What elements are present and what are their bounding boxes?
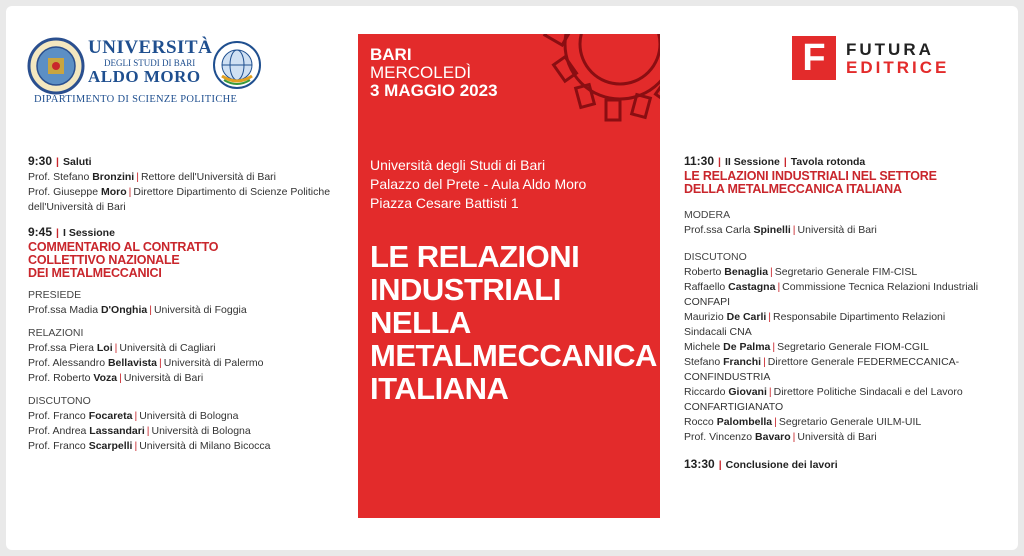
speaker-row-cont: CONFINDUSTRIA [684, 371, 771, 383]
speaker-row: Prof. Alessandro Bellavista | Università di Palermo [28, 357, 264, 369]
department-name: DIPARTIMENTO DI SCIENZE POLITICHE [34, 94, 238, 105]
speaker-row: Michele De Palma | Segretario Generale FIOM-CGIL [684, 341, 929, 353]
university-seal-icon [26, 36, 86, 96]
program-right [684, 154, 1002, 473]
session-kind: Tavola rotonda [790, 156, 866, 168]
speaker-row-cont: CONFARTIGIANATO [684, 401, 784, 413]
event-city: BARI [370, 45, 412, 64]
speaker-row: Prof.ssa Carla Spinelli | Università di Bari [684, 224, 877, 236]
speaker-row: Prof.ssa Piera Loi | Università di Cagliari [28, 342, 216, 354]
speaker-row: Prof. Andrea Lassandari | Università di Bologna [28, 425, 251, 437]
university-name: UNIVERSITÀ [88, 37, 213, 58]
department-globe-icon [212, 40, 262, 90]
event-date: 3 MAGGIO 2023 [370, 81, 498, 100]
session-header: 9:45 | I Sessione [28, 225, 115, 239]
speaker-row: Prof. Franco Focareta | Università di Bologna [28, 410, 239, 422]
title-line: ITALIANA [370, 371, 509, 406]
role-label: MODERA [684, 209, 731, 221]
gear-icon [520, 34, 660, 134]
venue-line: Palazzo del Prete - Aula Aldo Moro [370, 176, 587, 192]
speaker-row: Raffaello Castagna | Commissione Tecnica Relazioni Industriali [684, 281, 979, 293]
role-label: RELAZIONI [28, 327, 84, 339]
event-flyer [6, 6, 1018, 550]
venue-line: Piazza Cesare Battisti 1 [370, 195, 519, 211]
speaker-row: Prof. Roberto Voza | Università di Bari [28, 372, 204, 384]
event-title [370, 240, 660, 405]
speaker-row: Maurizio De Carli | Responsabile Dipartimento Relazioni [684, 311, 946, 323]
session-header: 9:30 | Saluti [28, 154, 92, 168]
speaker-row: Rocco Palombella | Segretario Generale UILM-UIL [684, 416, 922, 428]
speaker-row: Stefano Franchi | Direttore Generale FEDERMECCANICA- [684, 356, 960, 368]
speaker-row: Prof. Giuseppe Moro | Direttore Dipartimento di Scienze Politiche [28, 186, 331, 198]
university-aldo-moro: ALDO MORO [88, 67, 201, 86]
role-label: PRESIEDE [28, 289, 82, 301]
session-header: 13:30 | Conclusione dei lavori [684, 457, 838, 471]
event-day: MERCOLEDÌ [370, 63, 472, 82]
speaker-row: Roberto Benaglia | Segretario Generale FIM-CISL [684, 266, 918, 278]
university-subname: DEGLI STUDI DI BARI [104, 58, 196, 68]
session-name: II Sessione [724, 156, 780, 168]
speaker-row: Prof. Franco Scarpelli | Università di Milano Bicocca [28, 440, 271, 452]
session-time: 9:45 [28, 225, 53, 239]
speaker-row: Riccardo Giovani | Direttore Politiche Sindacali e del Lavoro [684, 386, 963, 398]
publisher-logo [792, 36, 992, 86]
publisher-name: FUTURA [846, 40, 934, 59]
publisher-mark-icon: F [792, 36, 836, 80]
session-title: LE RELAZIONI INDUSTRIALI NEL SETTORE DELLA METALMECCANICA ITALIANA [684, 169, 937, 196]
program-left [28, 154, 348, 454]
session-name: Conclusione dei lavori [725, 459, 838, 471]
event-venue [370, 156, 655, 213]
publisher-subname: EDITRICE [846, 58, 950, 77]
event-panel [358, 34, 660, 518]
session-time: 11:30 [684, 154, 715, 168]
session-header: 11:30 | II Sessione | Tavola rotonda [684, 154, 866, 168]
session-name: Saluti [62, 156, 92, 168]
speaker-row: Prof.ssa Madia D'Onghia | Università di Foggia [28, 304, 247, 316]
session-name: I Sessione [62, 227, 115, 239]
speaker-row-cont: CONFAPI [684, 296, 731, 308]
title-line: NELLA [370, 305, 471, 340]
role-label: DISCUTONO [684, 251, 747, 263]
role-label: DISCUTONO [28, 395, 91, 407]
speaker-row-cont: dell'Università di Bari [28, 201, 126, 213]
speaker-row: Prof. Stefano Bronzini | Rettore dell'Università di Bari [28, 171, 277, 183]
title-line: METALMECCANICA [370, 338, 657, 373]
session-time: 13:30 [684, 457, 715, 471]
university-logo [26, 32, 266, 107]
title-line: INDUSTRIALI [370, 272, 561, 307]
title-line: LE RELAZIONI [370, 239, 580, 274]
session-time: 9:30 [28, 154, 53, 168]
session-title: COMMENTARIO AL CONTRATTO COLLETTIVO NAZIONALE DEI METALMECCANICI [28, 240, 219, 280]
venue-line: Università degli Studi di Bari [370, 157, 546, 173]
speaker-row-cont: Sindacali CNA [684, 326, 752, 338]
speaker-row: Prof. Vincenzo Bavaro | Università di Bari [684, 431, 877, 443]
